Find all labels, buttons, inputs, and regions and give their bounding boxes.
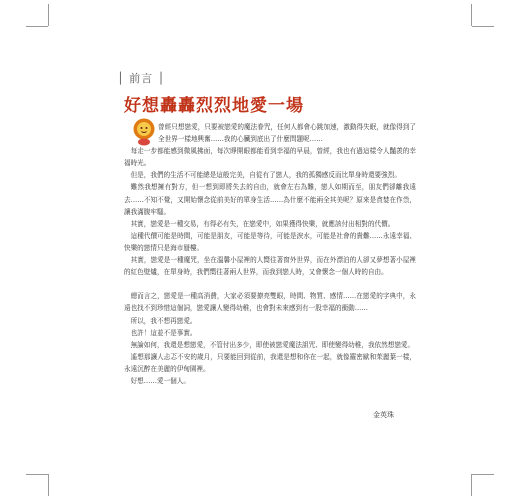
crop-mark <box>26 26 48 27</box>
paragraph: 其實，戀愛是一種交易，有得必有失，在戀愛中，如果獲得快樂，就應該付出相對的代價。 <box>130 219 395 228</box>
crop-mark <box>48 4 49 26</box>
paragraph: 每走一步都能感到微風拂面，每次睜開眼都能看到幸福的早晨，曾經，我也有過這樣令人豔羨的幸福時光。 <box>124 147 416 168</box>
crop-mark <box>471 4 472 26</box>
paragraph: 總而言之，戀愛是一種高消費，大家必須要撩亮雙眼，時間、物質、感情……在戀愛的字典中，永遠也找不到珍惜這個詞，戀愛讓人變得幼稚，也會對未來感到有一股幸福的衝動…… <box>124 292 416 313</box>
paragraph: 這種代價可能是時間，可能是朋友，可能是等待，可能是淚水，可能是社會的貴難……永遠幸福、快樂的戀情只是海市蜃樓。 <box>124 231 416 252</box>
body-text <box>124 121 416 387</box>
paragraph: 無論如何，我還是想戀愛，不管付出多少，即使被戀愛魔法詛咒、即使變得幼稚，我依然想戀愛。 <box>130 340 415 349</box>
page-title: 好想轟轟烈烈地愛一場 <box>124 96 304 116</box>
crop-mark <box>48 474 49 496</box>
crop-mark <box>471 474 472 496</box>
crop-mark <box>472 474 494 475</box>
author-signature: 金英珠 <box>373 411 394 419</box>
crop-mark <box>26 474 48 475</box>
paragraph: 難然我想擁有對方，但一想到即將失去的自由，就會左右為難，戀人如期而至，朋友們卻離我遠去……不知不覺，又開始懷念從前美好的單身生活……為什麼不能兩全其美呢？原來是貪婪在作祟，讓我滿腹牢騷。 <box>124 183 416 216</box>
paragraph: 遙想那讓人忐忑不安的歲月，只要能回到從前，我還是想和你在一起，就像羅密歐和茱麗葉一樣，永遠沉醉在美麗的伊甸園裡。 <box>124 352 416 373</box>
paragraph: 也許！這並不是事實。 <box>130 328 197 337</box>
paragraph: 但是，我們的生活不可能總是這般完美，自從有了戀人，我的孤獨感反而比單身時還要強烈。 <box>130 171 401 180</box>
crop-mark <box>472 26 494 27</box>
paragraph: 其實，戀愛是一種魔咒，坐在溫馨小屋裡的人嚮往著窗外世界，而在外漂泊的人卻又夢想著小屋裡的紅色壁爐，在單身時，我們嚮往著兩人世界，而我到戀人時，又會懷念一個人時的自由。 <box>124 256 416 277</box>
paragraph: 好想……愛一個人。 <box>130 376 190 385</box>
paragraph: 曾經只想戀愛，只要被戀愛的魔法眷咒，任何人都會心跳加速，激動得失眠，就像得到了全世界一樣地興奮……我的心臟到底出了什麼問題呢…… <box>158 123 416 144</box>
section-label: │ 前言 │ <box>117 72 166 85</box>
paragraph: 所以，我不想再戀愛。 <box>130 316 197 325</box>
